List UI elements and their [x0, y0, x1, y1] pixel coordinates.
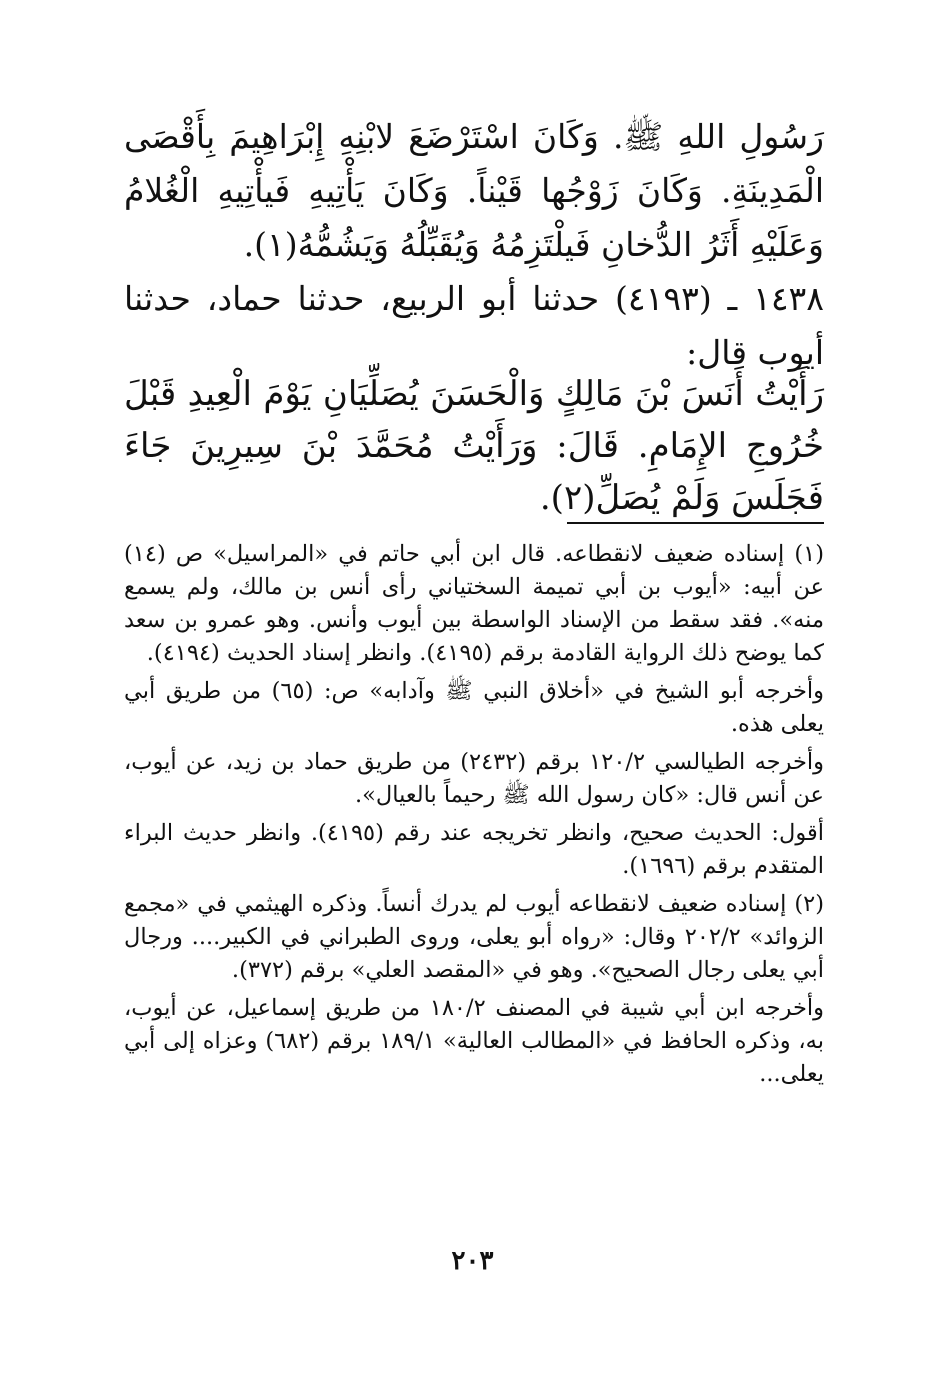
footnote-1-paragraph-3: وأخرجه الطيالسي ١٢٠/٢ برقم (٢٤٣٢) من طريق حماد بن زيد، عن أيوب، عن أنس قال: «كان رسول الله ﷺ رحيماً بالعيال». [124, 749, 824, 808]
hadith-continuation-text: رَسُولِ اللهِ ﷺ. وَكَانَ اسْتَرْضَعَ لابْنِهِ إِبْرَاهِيمَ بِأَقْصَى الْمَدِينَةِ. وَكَانَ زَوْجُها قَيْناً. وَكَانَ يَأْتِيهِ فَيأْتِيهِ الْغُلامُ وَعَلَيْهِ أَثَرُ الدُّخانِ فَيلْتَزِمُهُ وَيُقَبِّلُهُ وَيَشُمُّهُ(١). [124, 117, 824, 264]
hadith-1438-isnad [124, 272, 824, 380]
hadith-number: ١٤٣٨ ـ (٤١٩٣) [615, 279, 824, 318]
page-number: ٢٠٣ [451, 1246, 494, 1276]
hadith-1438-text: رَأَيْتُ أَنَسَ بْنَ مَالِكٍ وَالْحَسَنَ يُصَلِّيَانِ يَوْمَ الْعِيدِ قَبْلَ خُرُوجِ الإِمَامِ. قَالَ: وَرَأَيْتُ مُحَمَّدَ بْنَ سِيرِينَ جَاءَ فَجَلَسَ وَلَمْ يُصَلِّ(٢). [124, 374, 824, 518]
footnote-1-paragraph-1: (١) إسناده ضعيف لانقطاعه. قال ابن أبي حاتم في «المراسيل» ص (١٤) عن أبيه: «أيوب بن أبي تميمة السختياني رأى أنس بن مالك، ولم يسمع منه». فقد سقط من الإسناد الواسطة بين أيوب وأنس. وهو عمرو بن سعد كما يوضح ذلك الرواية القادمة برقم (٤١٩٥). وانظر إسناد الحديث (٤١٩٤). [124, 541, 824, 666]
hadith-chain: حدثنا أبو الربيع، حدثنا حماد، حدثنا أيوب قال: [124, 279, 824, 372]
footnote-1-paragraph-2: وأخرجه أبو الشيخ في «أخلاق النبي ﷺ وآدابه» ص: (٦٥) من طريق أبي يعلى هذه. [124, 678, 825, 737]
footnote-2-paragraph-2: وأخرجه ابن أبي شيبة في المصنف ١٨٠/٢ من طريق إسماعيل، عن أيوب، به، وذكره الحافظ في «المطالب العالية» ١٨٩/١ برقم (٦٨٢) وعزاه إلى أبي يعلى... [124, 995, 824, 1087]
footnote-1-paragraph-4: أقول: الحديث صحيح، وانظر تخريجه عند رقم (٤١٩٥). وانظر حديث البراء المتقدم برقم (١٦٩٦). [124, 820, 824, 879]
footnotes [124, 538, 824, 1091]
footnote-divider [567, 522, 824, 524]
footnote-2-paragraph-1: (٢) إسناده ضعيف لانقطاعه أيوب لم يدرك أنساً. وذكره الهيثمي في «مجمع الزوائد» ٢٠٢/٢ وقال: «رواه أبو يعلى، وروى الطبراني في الكبير.... ورجال أبي يعلى رجال الصحيح». وهو في «المقصد العلي» برقم (٣٧٢). [124, 891, 824, 983]
